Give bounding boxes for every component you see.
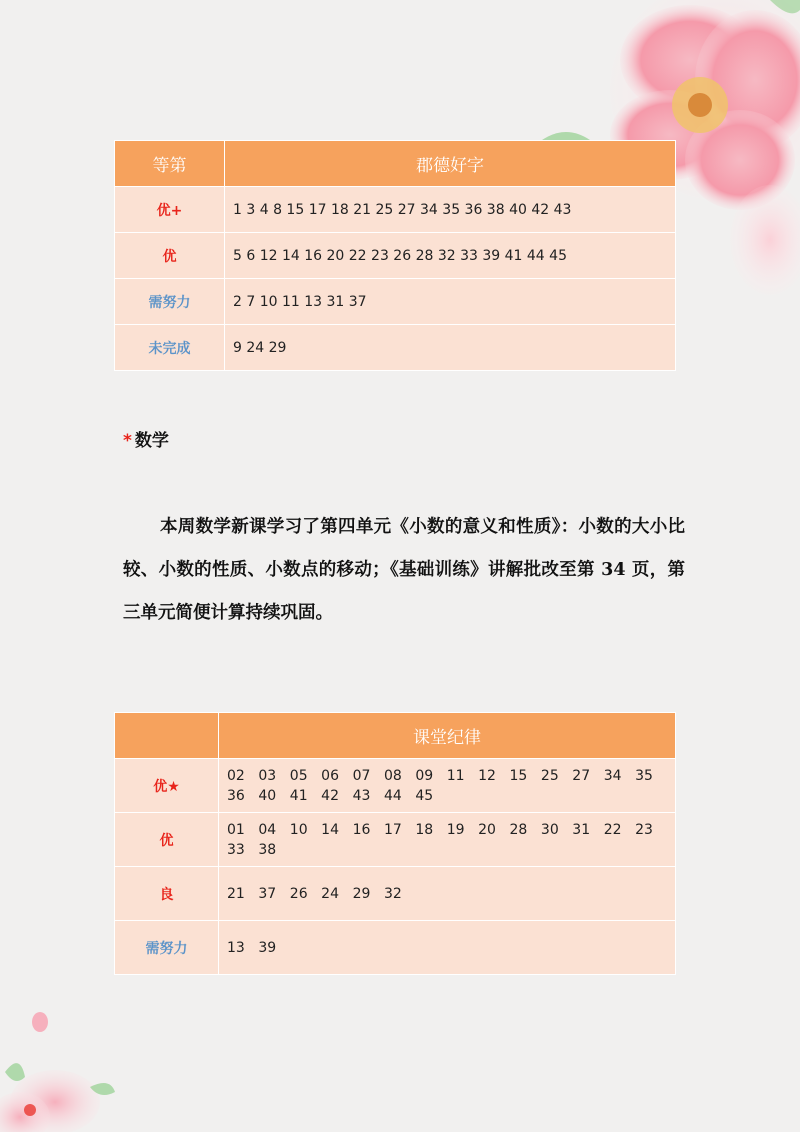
table-row — [115, 759, 676, 813]
table-row — [115, 921, 676, 975]
student-number: 44 — [383, 787, 402, 804]
student-number: 09 — [415, 767, 434, 784]
student-number: 29 — [352, 885, 371, 902]
student-number: 12 — [478, 767, 496, 784]
student-number: 43 — [352, 787, 371, 804]
student-number: 42 — [321, 787, 339, 804]
student-number: 10 — [289, 821, 308, 838]
student-number: 19 — [446, 821, 465, 838]
student-number: 13 — [227, 939, 245, 956]
level-label: 优+ — [115, 187, 225, 233]
student-numbers — [219, 813, 676, 867]
student-number: 39 — [258, 939, 277, 956]
student-number: 45 — [415, 787, 434, 804]
student-number: 38 — [258, 841, 277, 858]
student-numbers: 9 24 29 — [225, 325, 676, 371]
student-number: 41 — [289, 787, 308, 804]
section-paragraph: 本周数学新课学习了第四单元《小数的意义和性质》：小数的大小比较、小数的性质、小数点的移动；《基础训练》讲解批改至第 34 页，第三单元简便计算持续巩固。 — [123, 517, 685, 623]
student-number: 22 — [603, 821, 622, 838]
student-number: 01 — [227, 821, 245, 838]
student-numbers: 1 3 4 8 15 17 18 21 25 27 34 35 36 38 40 42 43 — [225, 187, 676, 233]
student-number: 23 — [635, 821, 653, 838]
flower-decoration-bottom — [0, 992, 170, 1132]
student-number: 20 — [478, 821, 496, 838]
student-number: 40 — [258, 787, 277, 804]
student-numbers: 5 6 12 14 16 20 22 23 26 28 32 33 39 41 44 45 — [225, 233, 676, 279]
table-row — [115, 867, 676, 921]
student-number: 30 — [540, 821, 559, 838]
student-number: 06 — [321, 767, 339, 784]
section-title — [123, 426, 169, 451]
table-row — [115, 325, 676, 371]
student-number: 25 — [540, 767, 559, 784]
student-number: 05 — [289, 767, 308, 784]
header-level: 等第 — [115, 141, 225, 187]
student-number: 18 — [415, 821, 434, 838]
student-numbers — [219, 921, 676, 975]
table-row — [115, 279, 676, 325]
table-row — [115, 233, 676, 279]
student-number: 24 — [321, 885, 339, 902]
table-header-row — [115, 141, 676, 187]
star-icon: * — [123, 431, 132, 451]
student-number: 15 — [509, 767, 528, 784]
discipline-grade-table — [114, 712, 676, 975]
header-level — [115, 713, 219, 759]
student-number: 14 — [321, 821, 339, 838]
table-row — [115, 187, 676, 233]
student-number: 34 — [603, 767, 622, 784]
student-number: 07 — [352, 767, 371, 784]
student-number: 36 — [227, 787, 245, 804]
level-label: 优 — [115, 233, 225, 279]
student-number: 35 — [635, 767, 653, 784]
header-category: 郡德好字 — [225, 141, 676, 187]
level-label: 未完成 — [115, 325, 225, 371]
level-label: 优★ — [115, 759, 219, 813]
student-number: 11 — [446, 767, 465, 784]
student-numbers — [219, 759, 676, 813]
level-label: 需努力 — [115, 921, 219, 975]
table-row — [115, 813, 676, 867]
student-number: 31 — [572, 821, 591, 838]
student-numbers — [219, 867, 676, 921]
student-numbers: 2 7 10 11 13 31 37 — [225, 279, 676, 325]
student-number: 26 — [289, 885, 308, 902]
student-number: 21 — [227, 885, 245, 902]
level-label: 良 — [115, 867, 219, 921]
table-header-row — [115, 713, 676, 759]
level-label: 优 — [115, 813, 219, 867]
student-number: 17 — [383, 821, 402, 838]
student-number: 16 — [352, 821, 371, 838]
student-number: 08 — [383, 767, 402, 784]
student-number: 32 — [383, 885, 402, 902]
section-title-text: 数学 — [134, 431, 169, 451]
level-label: 需努力 — [115, 279, 225, 325]
student-number: 02 — [227, 767, 245, 784]
handwriting-grade-table — [114, 140, 676, 371]
student-number: 33 — [227, 841, 245, 858]
student-number: 37 — [258, 885, 277, 902]
student-number: 27 — [572, 767, 591, 784]
student-number: 03 — [258, 767, 277, 784]
student-number: 04 — [258, 821, 277, 838]
header-category: 课堂纪律 — [219, 713, 676, 759]
student-number: 28 — [509, 821, 528, 838]
